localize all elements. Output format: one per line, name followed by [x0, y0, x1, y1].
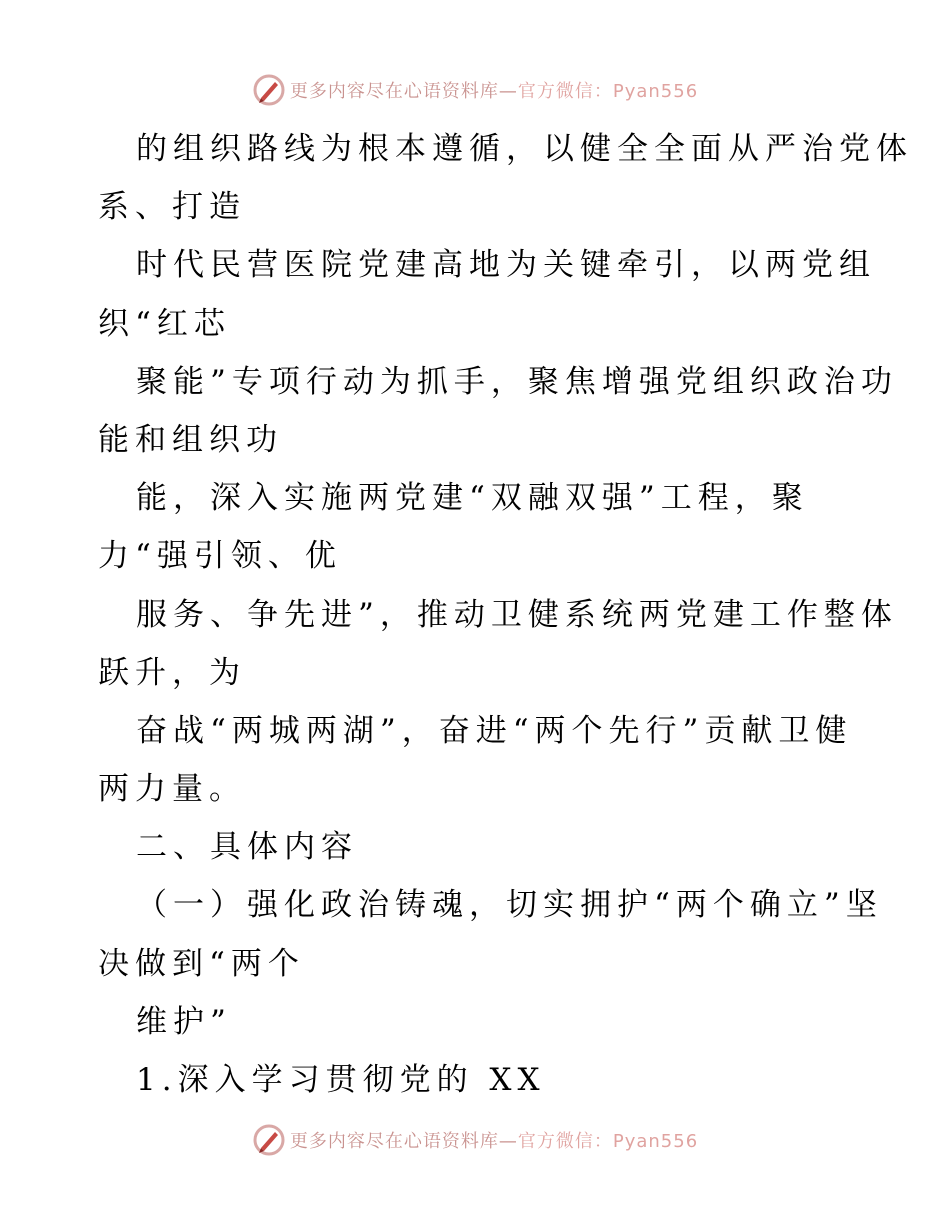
watermark-wechat: 官方微信：Pyan556 [517, 1131, 699, 1152]
pen-logo-icon [252, 73, 286, 107]
text-line: 维护” [136, 1003, 232, 1040]
footer-watermark [0, 1120, 950, 1160]
document-body [98, 120, 913, 1109]
watermark-dash: — [498, 81, 518, 102]
text-line: 力“强引领、优 [98, 538, 342, 575]
watermark-text [290, 77, 698, 103]
text-line: 决做到“两个 [98, 945, 305, 982]
section-heading: 二、具体内容 [136, 829, 358, 866]
watermark-text [290, 1127, 698, 1153]
text-line: 能和组织功 [98, 421, 283, 458]
text-line: 两力量。 [98, 771, 246, 808]
text-line: 的组织路线为根本遵循，以健全全面从严治党体 [136, 131, 913, 167]
watermark-dash: — [498, 1131, 518, 1152]
text-line: 服务、争先进”，推动卫健系统两党建工作整体 [136, 596, 898, 633]
watermark-library-name: 更多内容尽在心语资料库 [289, 1131, 499, 1152]
text-line: 织“红芯 [98, 305, 231, 342]
text-line: 奋战“两城两湖”，奋进“两个先行”贡献卫健 [136, 712, 853, 749]
text-line: 系、打造 [98, 189, 246, 226]
watermark-wechat: 官方微信：Pyan556 [517, 81, 699, 102]
watermark-library-name: 更多内容尽在心语资料库 [289, 81, 499, 102]
text-line: 时代民营医院党建高地为关键牵引，以两党组 [136, 247, 876, 284]
numbered-item: 1.深入学习贯彻党的 XX [136, 1062, 546, 1098]
pen-logo-icon [252, 1123, 286, 1157]
text-line: 聚能”专项行动为抓手，聚焦增强党组织政治功 [136, 363, 898, 400]
subsection-heading: （一）强化政治铸魂，切实拥护“两个确立”坚 [136, 887, 883, 924]
header-watermark [0, 70, 950, 110]
text-line: 能，深入实施两党建“双融双强”工程，聚 [136, 480, 809, 517]
text-line: 跃升，为 [98, 654, 246, 691]
